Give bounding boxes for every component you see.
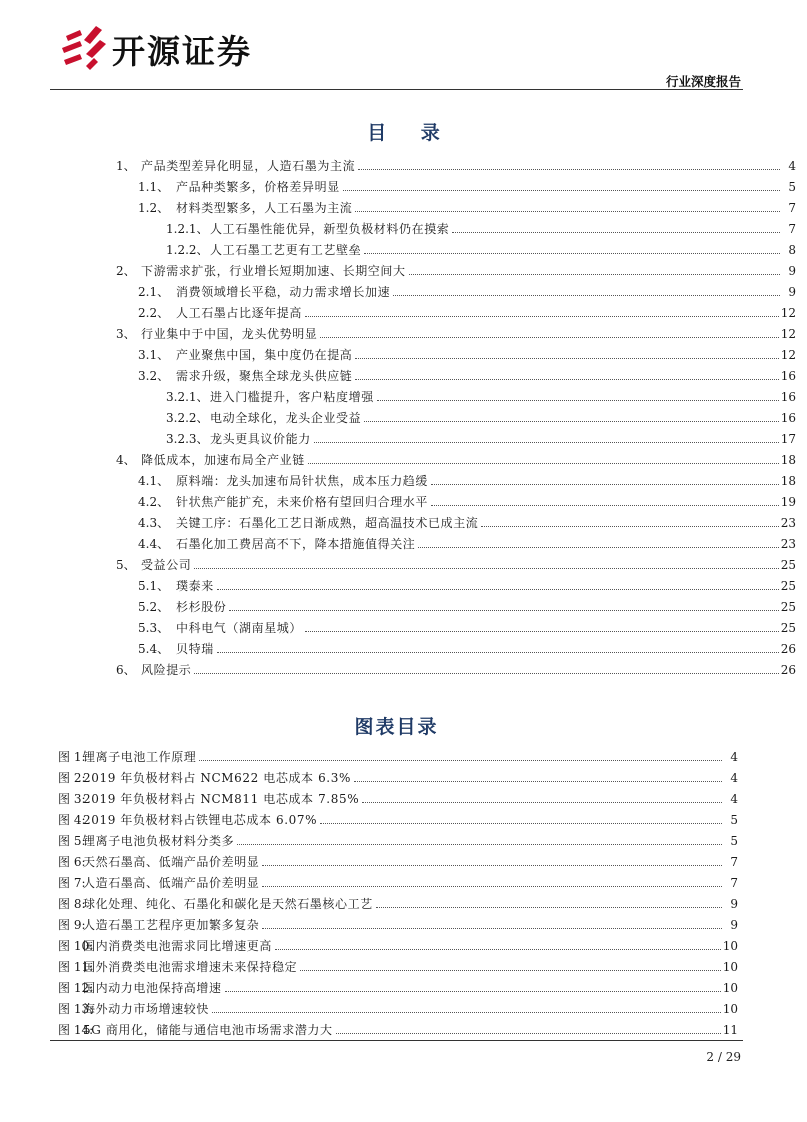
toc-entry[interactable] (116, 385, 796, 406)
entry-label: 行业集中于中国，龙头优势明显 (141, 327, 318, 341)
entry-label: 进入门槛提升，客户粘度增强 (210, 390, 374, 404)
entry-label: 龙头更具议价能力 (210, 432, 311, 446)
entry-number: 图 3: (58, 792, 86, 806)
dot-leader (481, 525, 778, 527)
toc-entry[interactable] (116, 532, 796, 553)
toc-entry[interactable] (116, 364, 796, 385)
toc-entry[interactable] (116, 511, 796, 532)
entry-number: 图 13: (58, 1002, 94, 1016)
entry-number: 图 8: (58, 897, 86, 911)
entry-page: 4 (730, 771, 738, 785)
entry-label: 原料端：龙头加速布局针状焦，成本压力趋缓 (176, 474, 429, 488)
dot-leader (262, 927, 722, 929)
entry-number: 1.2.1、 (166, 222, 209, 236)
dot-leader (275, 948, 721, 950)
dot-leader (377, 399, 779, 401)
toc-list (58, 154, 796, 679)
entry-page: 7 (788, 201, 796, 215)
entry-label: 需求升级，聚焦全球龙头供应链 (176, 369, 353, 383)
entry-page: 5 (730, 813, 738, 827)
entry-page: 4 (788, 159, 796, 173)
entry-page: 12 (780, 327, 796, 341)
toc-entry[interactable] (116, 469, 796, 490)
entry-label: 中科电气（湖南星城） (176, 621, 303, 635)
entry-label: 人造石墨高、低端产品价差明显 (83, 876, 260, 890)
dot-leader (452, 231, 780, 233)
entry-number: 2.1、 (138, 285, 170, 299)
toc-entry[interactable] (116, 490, 796, 511)
dot-leader (355, 357, 778, 359)
entry-page: 7 (730, 876, 738, 890)
entry-label: 产品种类繁多，价格差异明显 (176, 180, 340, 194)
figure-entry[interactable] (58, 766, 738, 787)
entry-page: 26 (780, 642, 796, 656)
toc-entry[interactable] (116, 196, 796, 217)
dot-leader (229, 609, 778, 611)
entry-page: 10 (722, 981, 738, 995)
entry-label: 国内动力电池保持高增速 (83, 981, 222, 995)
entry-label: 消费领域增长平稳，动力需求增长加速 (176, 285, 391, 299)
toc-entry[interactable] (116, 259, 796, 280)
entry-number: 4.3、 (138, 516, 170, 530)
toc-entry[interactable] (116, 301, 796, 322)
figure-entry[interactable] (58, 829, 738, 850)
dot-leader (212, 1011, 721, 1013)
dot-leader (308, 462, 779, 464)
dot-leader (418, 546, 778, 548)
entry-number: 4.2、 (138, 495, 170, 509)
toc-entry[interactable] (116, 406, 796, 427)
entry-page: 26 (780, 663, 796, 677)
entry-page: 5 (730, 834, 738, 848)
dot-leader (225, 990, 721, 992)
entry-page: 4 (730, 792, 738, 806)
entry-number: 4.4、 (138, 537, 170, 551)
entry-number: 2.2、 (138, 306, 170, 320)
entry-number: 图 12: (58, 981, 94, 995)
entry-number: 图 1: (58, 750, 86, 764)
toc-entry[interactable] (116, 238, 796, 259)
entry-page: 25 (780, 600, 796, 614)
figure-entry[interactable] (58, 934, 738, 955)
entry-page: 16 (780, 411, 796, 425)
toc-entry[interactable] (116, 427, 796, 448)
entry-page: 18 (780, 474, 796, 488)
dot-leader (305, 315, 779, 317)
entry-label: 降低成本，加速布局全产业链 (141, 453, 305, 467)
logo-text: 开源证券 (112, 32, 252, 71)
entry-number: 6、 (116, 663, 136, 677)
dot-leader (431, 504, 779, 506)
entry-number: 图 4: (58, 813, 86, 827)
entry-label: 2019 年负极材料占 NCM622 电芯成本 6.3% (83, 771, 351, 785)
entry-label: 锂离子电池负极材料分类多 (83, 834, 235, 848)
entry-page: 11 (722, 1023, 738, 1037)
toc-entry[interactable] (116, 448, 796, 469)
dot-leader (364, 420, 779, 422)
entry-page: 23 (780, 537, 796, 551)
entry-page: 10 (722, 939, 738, 953)
entry-number: 图 6: (58, 855, 86, 869)
toc-entry[interactable] (116, 553, 796, 574)
entry-label: 石墨化加工费居高不下，降本措施值得关注 (176, 537, 416, 551)
entry-number: 5、 (116, 558, 136, 572)
entry-label: 电动全球化，龙头企业受益 (210, 411, 362, 425)
entry-number: 3.2.1、 (166, 390, 209, 404)
entry-page: 5 (788, 180, 796, 194)
toc-entry[interactable] (116, 658, 796, 679)
entry-label: 贝特瑞 (176, 642, 214, 656)
entry-label: 人工石墨工艺更有工艺壁垒 (210, 243, 362, 257)
entry-number: 图 11: (58, 960, 94, 974)
dot-leader (355, 210, 780, 212)
dot-leader (217, 651, 779, 653)
entry-label: 璞泰来 (176, 579, 214, 593)
entry-page: 25 (780, 579, 796, 593)
entry-number: 5.2、 (138, 600, 170, 614)
entry-label: 关键工序：石墨化工艺日渐成熟，超高温技术已成主流 (176, 516, 479, 530)
entry-label: 球化处理、纯化、石墨化和碳化是天然石墨核心工艺 (83, 897, 373, 911)
figure-entry[interactable] (58, 976, 738, 997)
entry-label: 杉杉股份 (176, 600, 227, 614)
footer-divider (50, 1040, 743, 1041)
entry-page: 9 (788, 264, 796, 278)
dot-leader (393, 294, 780, 296)
entry-label: 产业聚焦中国，集中度仍在提高 (176, 348, 353, 362)
toc-entry[interactable] (116, 322, 796, 343)
entry-page: 7 (730, 855, 738, 869)
entry-label: 海外动力市场增速较快 (83, 1002, 210, 1016)
figure-entry[interactable] (58, 850, 738, 871)
entry-label: 人工石墨性能优异，新型负极材料仍在摸索 (210, 222, 450, 236)
entry-label: 国内消费类电池需求同比增速更高 (83, 939, 273, 953)
entry-page: 23 (780, 516, 796, 530)
dot-leader (262, 864, 722, 866)
entry-number: 2、 (116, 264, 136, 278)
page-number: 2 / 29 (706, 1050, 741, 1064)
entry-label: 2019 年负极材料占铁锂电芯成本 6.07% (83, 813, 318, 827)
entry-number: 1.2.2、 (166, 243, 209, 257)
entry-page: 19 (780, 495, 796, 509)
dot-leader (194, 567, 778, 569)
toc-entry[interactable] (116, 616, 796, 637)
dot-leader (355, 378, 778, 380)
entry-number: 图 10: (58, 939, 94, 953)
entry-number: 图 14: (58, 1023, 94, 1037)
entry-label: 受益公司 (141, 558, 192, 572)
entry-number: 1.2、 (138, 201, 170, 215)
entry-label: 材料类型繁多，人工石墨为主流 (176, 201, 353, 215)
entry-page: 12 (780, 306, 796, 320)
entry-number: 4、 (116, 453, 136, 467)
dot-leader (343, 189, 780, 191)
company-logo (62, 22, 302, 72)
logo-mark-icon (62, 22, 108, 70)
entry-number: 5.1、 (138, 579, 170, 593)
entry-page: 12 (780, 348, 796, 362)
toc-entry[interactable] (116, 175, 796, 196)
figure-entry[interactable] (58, 871, 738, 892)
toc-entry[interactable] (116, 574, 796, 595)
dot-leader (199, 759, 722, 761)
dot-leader (409, 273, 780, 275)
dot-leader (431, 483, 779, 485)
entry-label: 针状焦产能扩充，未来价格有望回归合理水平 (176, 495, 429, 509)
toc-entry[interactable] (116, 637, 796, 658)
dot-leader (320, 336, 778, 338)
entry-page: 8 (788, 243, 796, 257)
dot-leader (217, 588, 779, 590)
entry-page: 17 (780, 432, 796, 446)
entry-number: 图 5: (58, 834, 86, 848)
entry-page: 4 (730, 750, 738, 764)
dot-leader (314, 441, 779, 443)
entry-number: 3.2、 (138, 369, 170, 383)
toc-entry[interactable] (116, 280, 796, 301)
entry-number: 4.1、 (138, 474, 170, 488)
entry-number: 5.3、 (138, 621, 170, 635)
figure-entry[interactable] (58, 1018, 738, 1039)
dot-leader (376, 906, 722, 908)
report-type-label: 行业深度报告 (665, 74, 741, 89)
entry-number: 图 7: (58, 876, 86, 890)
entry-number: 3.2.2、 (166, 411, 209, 425)
entry-label: 人造石墨工艺程序更加繁多复杂 (83, 918, 260, 932)
header-divider (50, 89, 743, 90)
figure-entry[interactable] (58, 997, 738, 1018)
entry-label: 锂离子电池工作原理 (83, 750, 197, 764)
entry-number: 3.1、 (138, 348, 170, 362)
figure-entry[interactable] (58, 913, 738, 934)
dot-leader (336, 1032, 721, 1034)
entry-page: 25 (780, 558, 796, 572)
toc-entry[interactable] (116, 217, 796, 238)
entry-label: 2019 年负极材料占 NCM811 电芯成本 7.85% (83, 792, 360, 806)
dot-leader (364, 252, 780, 254)
dot-leader (362, 801, 722, 803)
toc-entry[interactable] (116, 595, 796, 616)
figure-entry[interactable] (58, 808, 738, 829)
entry-number: 图 2: (58, 771, 86, 785)
dot-leader (194, 672, 778, 674)
entry-page: 9 (788, 285, 796, 299)
entry-page: 10 (722, 1002, 738, 1016)
entry-number: 3、 (116, 327, 136, 341)
dot-leader (300, 969, 721, 971)
entry-page: 9 (730, 897, 738, 911)
dot-leader (354, 780, 722, 782)
toc-entry[interactable] (116, 343, 796, 364)
entry-page: 16 (780, 369, 796, 383)
entry-number: 3.2.3、 (166, 432, 209, 446)
entry-number: 5.4、 (138, 642, 170, 656)
figure-list-title: 图表目录 (354, 716, 439, 738)
entry-page: 10 (722, 960, 738, 974)
entry-page: 7 (788, 222, 796, 236)
figure-entry[interactable] (58, 892, 738, 913)
figure-entry[interactable] (58, 955, 738, 976)
entry-label: 国外消费类电池需求增速未来保持稳定 (83, 960, 298, 974)
dot-leader (305, 630, 779, 632)
entry-label: 风险提示 (141, 663, 192, 677)
entry-label: 人工石墨占比逐年提高 (176, 306, 303, 320)
toc-entry[interactable] (116, 154, 796, 175)
entry-page: 18 (780, 453, 796, 467)
page-header (0, 0, 793, 92)
entry-page: 25 (780, 621, 796, 635)
dot-leader (358, 168, 780, 170)
entry-number: 1、 (116, 159, 136, 173)
entry-number: 1.1、 (138, 180, 170, 194)
entry-page: 9 (730, 918, 738, 932)
dot-leader (237, 843, 722, 845)
figure-entry[interactable] (58, 745, 738, 766)
entry-label: 5G 商用化，储能与通信电池市场需求潜力大 (83, 1023, 333, 1037)
figure-entry[interactable] (58, 787, 738, 808)
figure-list (58, 745, 738, 1039)
entry-label: 下游需求扩张，行业增长短期加速、长期空间大 (141, 264, 406, 278)
entry-number: 图 9: (58, 918, 86, 932)
entry-label: 天然石墨高、低端产品价差明显 (83, 855, 260, 869)
dot-leader (320, 822, 722, 824)
dot-leader (262, 885, 722, 887)
toc-title: 目 录 (367, 122, 454, 144)
entry-page: 16 (780, 390, 796, 404)
entry-label: 产品类型差异化明显，人造石墨为主流 (141, 159, 356, 173)
